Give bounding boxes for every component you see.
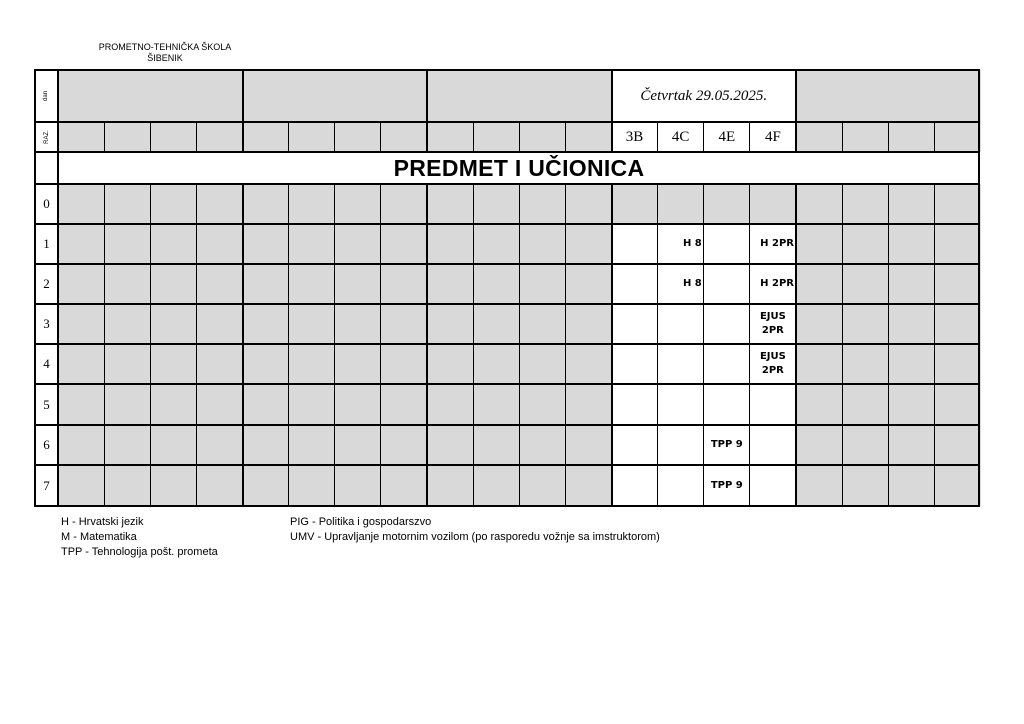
grid-vline (196, 183, 197, 507)
grid-hline (35, 151, 980, 153)
schedule-cell-empty (934, 304, 980, 344)
grid-vline (611, 183, 613, 507)
grid-vline (565, 121, 566, 153)
schedule-cell-empty (243, 304, 289, 344)
schedule-cell-empty (427, 425, 473, 465)
grid-vline (57, 69, 59, 507)
grid-vline (795, 69, 797, 153)
schedule-cell-empty (842, 465, 888, 506)
schedule-cell: H 2PR (750, 224, 796, 264)
schedule-cell-empty (796, 344, 842, 384)
schedule-cell-empty (381, 465, 427, 506)
class-header-empty (796, 122, 842, 152)
schedule-cell: TPP 9 (704, 465, 750, 506)
schedule-cell-empty (335, 184, 381, 224)
schedule-cell-empty (243, 184, 289, 224)
schedule-cell (750, 425, 796, 465)
schedule-cell-empty (565, 304, 611, 344)
schedule-cell-empty (104, 264, 150, 304)
schedule-cell-empty (750, 184, 796, 224)
grid-vline (473, 183, 474, 507)
period-number: 7 (35, 465, 58, 506)
grid-vline (104, 183, 105, 507)
grid-hline (35, 464, 980, 466)
schedule-cell-empty (473, 184, 519, 224)
schedule-cell (704, 304, 750, 344)
schedule-cell-empty (934, 344, 980, 384)
schedule-cell (658, 344, 704, 384)
schedule-cell: H 8 (658, 264, 704, 304)
schedule-cell-empty (888, 384, 934, 425)
schedule-cell-empty (243, 465, 289, 506)
legend-item: UMV - Upravljanje motornim vozilom (po rasporedu vožnje sa imstruktorom) (290, 531, 660, 543)
class-header-empty (335, 122, 381, 152)
period-number: 4 (35, 344, 58, 384)
schedule-cell-empty (150, 384, 196, 425)
schedule-cell-empty (842, 224, 888, 264)
schedule-cell-empty (335, 304, 381, 344)
period-number: 6 (35, 425, 58, 465)
schedule-cell (750, 465, 796, 506)
schedule-cell-empty (104, 184, 150, 224)
school-city: ŠIBENIK (147, 53, 183, 63)
schedule-cell-empty (58, 425, 104, 465)
schedule-cell (704, 224, 750, 264)
grid-vline (934, 121, 935, 153)
schedule-cell-empty (289, 344, 335, 384)
grid-vline (334, 121, 335, 153)
grid-vline (978, 69, 980, 507)
schedule-cell-empty (565, 264, 611, 304)
schedule-cell-empty (58, 304, 104, 344)
schedule-cell-empty (427, 344, 473, 384)
schedule-cell: TPP 9 (704, 425, 750, 465)
schedule-cell-empty (473, 344, 519, 384)
schedule-cell (704, 344, 750, 384)
grid-hline (35, 303, 980, 305)
schedule-cell-empty (796, 184, 842, 224)
schedule-cell-empty (473, 264, 519, 304)
title-spacer (35, 152, 58, 184)
schedule-cell-empty (289, 184, 335, 224)
schedule-cell-empty (150, 465, 196, 506)
schedule-cell (612, 224, 658, 264)
schedule-cell-empty (934, 425, 980, 465)
schedule-cell (750, 384, 796, 425)
schedule-cell-empty (796, 264, 842, 304)
grid-vline (473, 121, 474, 153)
class-header-empty (150, 122, 196, 152)
schedule-cell-empty (427, 264, 473, 304)
schedule-cell-empty (565, 465, 611, 506)
schedule-cell-empty (473, 224, 519, 264)
grid-vline (519, 183, 520, 507)
grid-hline (35, 383, 980, 385)
schedule-cell-empty (196, 184, 242, 224)
schedule-cell-empty (519, 465, 565, 506)
schedule-cell-empty (150, 425, 196, 465)
class-header: 4E (704, 122, 750, 152)
schedule-cell-empty (196, 425, 242, 465)
schedule-cell-empty (381, 384, 427, 425)
page-title: PREDMET I UČIONICA (58, 152, 980, 184)
schedule-cell-empty (427, 304, 473, 344)
schedule-cell-empty (796, 465, 842, 506)
schedule-cell-empty (473, 465, 519, 506)
day-block (58, 70, 243, 122)
class-header: 4F (750, 122, 796, 152)
schedule-cell-empty (842, 344, 888, 384)
grid-vline (611, 69, 613, 153)
grid-vline (888, 121, 889, 153)
schedule-cell-empty (381, 264, 427, 304)
schedule-cell (612, 384, 658, 425)
schedule-cell-empty (519, 384, 565, 425)
schedule-cell-empty (427, 465, 473, 506)
schedule-cell-empty (104, 465, 150, 506)
schedule-cell-empty (381, 425, 427, 465)
grid-vline (150, 183, 151, 507)
legend-item: PIG - Politika i gospodarszvo (290, 516, 432, 528)
legend-item: H - Hrvatski jezik (61, 516, 144, 528)
schedule-cell-empty (934, 184, 980, 224)
schedule-cell-empty (888, 224, 934, 264)
schedule-cell-empty (58, 344, 104, 384)
schedule-cell-empty (888, 264, 934, 304)
schedule-cell: H 2PR (750, 264, 796, 304)
grid-hline (35, 223, 980, 225)
schedule-cell-empty (565, 425, 611, 465)
schedule-cell-empty (842, 184, 888, 224)
schedule-cell-empty (335, 264, 381, 304)
schedule-cell-empty (335, 465, 381, 506)
legend-right (290, 515, 660, 545)
schedule-cell-empty (150, 264, 196, 304)
schedule-cell-empty (473, 425, 519, 465)
schedule-cell (612, 344, 658, 384)
class-header: 3B (612, 122, 658, 152)
schedule-cell-empty (150, 224, 196, 264)
schedule-cell (658, 425, 704, 465)
day-block (796, 70, 981, 122)
schedule-cell-empty (519, 184, 565, 224)
schedule-cell-empty (289, 264, 335, 304)
grid-vline (380, 121, 381, 153)
day-date: Četvrtak 29.05.2025. (612, 70, 797, 122)
schedule-cell-empty (473, 304, 519, 344)
class-header-empty (243, 122, 289, 152)
schedule-cell-empty (104, 304, 150, 344)
schedule-cell-empty (934, 384, 980, 425)
schedule-cell-empty (150, 184, 196, 224)
schedule-cell-empty (842, 264, 888, 304)
schedule-cell-empty (565, 384, 611, 425)
class-label: RAZ. (43, 130, 50, 144)
class-header-empty (473, 122, 519, 152)
grid-vline (842, 121, 843, 153)
schedule-cell-empty (888, 344, 934, 384)
schedule-cell-empty (104, 344, 150, 384)
schedule-cell-empty (842, 304, 888, 344)
day-block (427, 70, 612, 122)
schedule-cell (658, 465, 704, 506)
schedule-cell-empty (796, 384, 842, 425)
class-header-empty (842, 122, 888, 152)
schedule-cell-empty (58, 465, 104, 506)
schedule-cell-empty (427, 384, 473, 425)
grid-hline (35, 505, 980, 507)
grid-hline (35, 69, 980, 71)
schedule-cell-empty (335, 425, 381, 465)
class-header-empty (58, 122, 104, 152)
schedule-cell-empty (381, 224, 427, 264)
schedule-cell-empty (381, 304, 427, 344)
grid-vline (104, 121, 105, 153)
schedule-cell-empty (427, 224, 473, 264)
schedule-cell-empty (58, 224, 104, 264)
schedule-cell (612, 264, 658, 304)
schedule-cell-empty (427, 184, 473, 224)
schedule-cell-empty (196, 304, 242, 344)
grid-vline (657, 183, 658, 507)
schedule-cell-empty (519, 264, 565, 304)
period-number: 1 (35, 224, 58, 264)
schedule-cell-empty (519, 304, 565, 344)
legend-item: M - Matematika (61, 531, 137, 543)
legend-item: TPP - Tehnologija pošt. prometa (61, 546, 218, 558)
schedule-cell-empty (934, 465, 980, 506)
schedule-cell-empty (335, 384, 381, 425)
school-heading (90, 42, 240, 64)
schedule-cell-empty (58, 384, 104, 425)
grid-vline (426, 183, 428, 507)
grid-vline (703, 121, 704, 153)
grid-vline (657, 121, 658, 153)
schedule-cell-empty (150, 304, 196, 344)
schedule-cell (612, 304, 658, 344)
day-block (243, 70, 428, 122)
schedule-cell-empty (289, 384, 335, 425)
grid-hline (35, 263, 980, 265)
schedule-cell-empty (58, 184, 104, 224)
schedule-cell-empty (104, 224, 150, 264)
schedule-cell (704, 264, 750, 304)
schedule-cell-empty (196, 465, 242, 506)
schedule-cell-empty (243, 264, 289, 304)
class-header-empty (519, 122, 565, 152)
schedule-cell: H 8 (658, 224, 704, 264)
schedule-cell (704, 384, 750, 425)
timetable-grid (35, 70, 980, 508)
grid-vline (242, 69, 244, 153)
class-header-empty (565, 122, 611, 152)
schedule-cell (658, 304, 704, 344)
schedule-cell-empty (934, 264, 980, 304)
legend-left (61, 515, 218, 560)
grid-vline (749, 183, 750, 507)
class-header-empty (104, 122, 150, 152)
schedule-cell-empty (934, 224, 980, 264)
grid-vline (795, 183, 797, 507)
period-number: 0 (35, 184, 58, 224)
grid-vline (934, 183, 935, 507)
school-name: PROMETNO-TEHNIČKA ŠKOLA (98, 42, 232, 52)
class-header-empty (289, 122, 335, 152)
day-label-cell (35, 70, 58, 122)
grid-vline (888, 183, 889, 507)
class-header-empty (427, 122, 473, 152)
grid-vline (334, 183, 335, 507)
grid-hline (35, 121, 980, 123)
class-label-cell (35, 122, 58, 152)
grid-hline (35, 424, 980, 426)
schedule-cell-empty (796, 304, 842, 344)
schedule-cell-empty (335, 344, 381, 384)
schedule-cell-empty (565, 224, 611, 264)
grid-vline (196, 121, 197, 153)
class-header: 4C (658, 122, 704, 152)
class-header-empty (934, 122, 980, 152)
schedule-cell-empty (243, 344, 289, 384)
schedule-cell-empty (243, 425, 289, 465)
schedule-cell-empty (58, 264, 104, 304)
schedule-cell-empty (565, 344, 611, 384)
schedule-cell-empty (289, 425, 335, 465)
period-number: 5 (35, 384, 58, 425)
schedule-cell-empty (658, 184, 704, 224)
grid-vline (34, 69, 36, 507)
schedule-cell (612, 465, 658, 506)
grid-vline (426, 69, 428, 153)
schedule-cell-empty (796, 224, 842, 264)
period-number: 3 (35, 304, 58, 344)
grid-vline (380, 183, 381, 507)
schedule-cell-empty (473, 384, 519, 425)
schedule-cell-empty (519, 425, 565, 465)
grid-vline (749, 121, 750, 153)
schedule-cell (612, 425, 658, 465)
grid-vline (842, 183, 843, 507)
grid-vline (703, 183, 704, 507)
class-header-empty (888, 122, 934, 152)
schedule-cell-empty (612, 184, 658, 224)
schedule-cell-empty (289, 465, 335, 506)
schedule-cell-empty (565, 184, 611, 224)
class-header-empty (196, 122, 242, 152)
schedule-cell-empty (888, 425, 934, 465)
schedule-cell-empty (196, 224, 242, 264)
schedule-cell-empty (842, 384, 888, 425)
schedule-cell-empty (104, 384, 150, 425)
schedule-cell-empty (888, 465, 934, 506)
schedule-cell-empty (196, 264, 242, 304)
schedule-cell: EJUS 2PR (750, 304, 796, 344)
grid-vline (288, 183, 289, 507)
schedule-cell-empty (704, 184, 750, 224)
schedule-cell-empty (289, 224, 335, 264)
schedule-cell-empty (381, 184, 427, 224)
schedule-cell-empty (519, 224, 565, 264)
schedule-cell-empty (196, 384, 242, 425)
schedule-cell-empty (796, 425, 842, 465)
schedule-cell-empty (196, 344, 242, 384)
schedule-cell: EJUS 2PR (750, 344, 796, 384)
schedule-cell-empty (888, 304, 934, 344)
grid-vline (519, 121, 520, 153)
schedule-cell-empty (888, 184, 934, 224)
schedule-cell-empty (289, 304, 335, 344)
schedule-cell-empty (519, 344, 565, 384)
schedule-cell-empty (104, 425, 150, 465)
grid-vline (288, 121, 289, 153)
schedule-cell-empty (243, 384, 289, 425)
grid-vline (242, 183, 244, 507)
schedule-cell-empty (381, 344, 427, 384)
schedule-cell (658, 384, 704, 425)
grid-hline (35, 183, 980, 185)
grid-hline (35, 343, 980, 345)
grid-vline (565, 183, 566, 507)
day-label: dan (43, 90, 50, 102)
grid-vline (150, 121, 151, 153)
class-header-empty (381, 122, 427, 152)
schedule-cell-empty (243, 224, 289, 264)
schedule-cell-empty (842, 425, 888, 465)
period-number: 2 (35, 264, 58, 304)
schedule-cell-empty (150, 344, 196, 384)
schedule-cell-empty (335, 224, 381, 264)
